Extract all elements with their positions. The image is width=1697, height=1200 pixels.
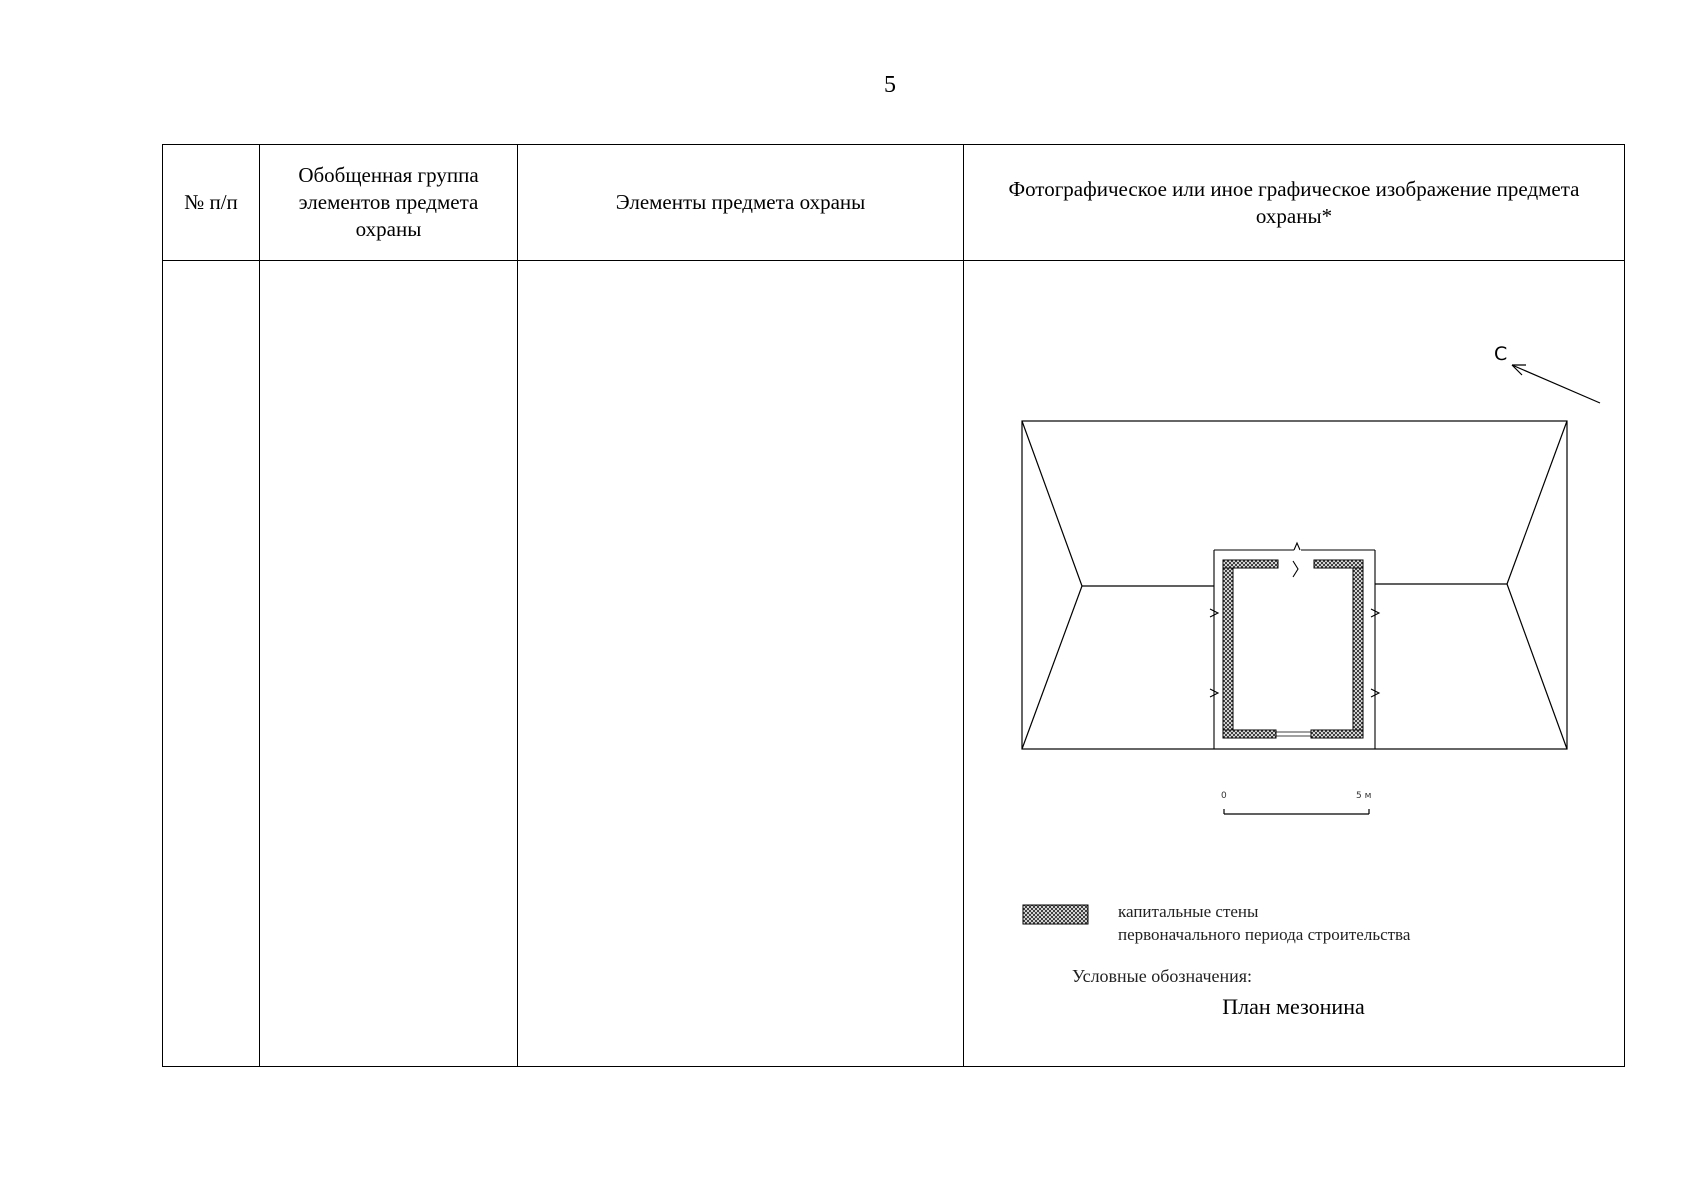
- header-num: № п/п: [163, 145, 260, 261]
- cell-num: [163, 261, 260, 1067]
- north-arrow-icon: [1512, 365, 1600, 403]
- legend-title: Условные обозначения:: [1072, 966, 1253, 986]
- north-label: С: [1494, 343, 1508, 365]
- mezzanine-plan-drawing: [964, 261, 1623, 1066]
- cell-image: [964, 261, 1625, 1067]
- header-image: Фотографическое или иное графическое изображение предмета охраны*: [964, 145, 1625, 261]
- legend-text-line1: капитальные стены: [1118, 902, 1259, 921]
- table-row: [163, 261, 1625, 1067]
- page-number: 5: [884, 72, 896, 98]
- roof-outline: [1022, 421, 1567, 749]
- cell-group: [260, 261, 518, 1067]
- scale-start-label: 0: [1221, 791, 1227, 801]
- header-elements: Элементы предмета охраны: [518, 145, 964, 261]
- cell-elements: [518, 261, 964, 1067]
- legend-text-line2: первоначального периода строительства: [1118, 925, 1411, 944]
- scale-end-label: 5 м: [1356, 791, 1372, 801]
- scale-bar: [1224, 809, 1369, 814]
- legend-swatch: [1023, 905, 1088, 924]
- table-header-row: [163, 145, 1625, 261]
- plan-title: План мезонина: [1222, 994, 1365, 1019]
- header-group: Обобщенная группа элементов предмета охраны: [260, 145, 518, 261]
- capital-walls: [1223, 560, 1363, 738]
- protection-table: [162, 144, 1625, 1067]
